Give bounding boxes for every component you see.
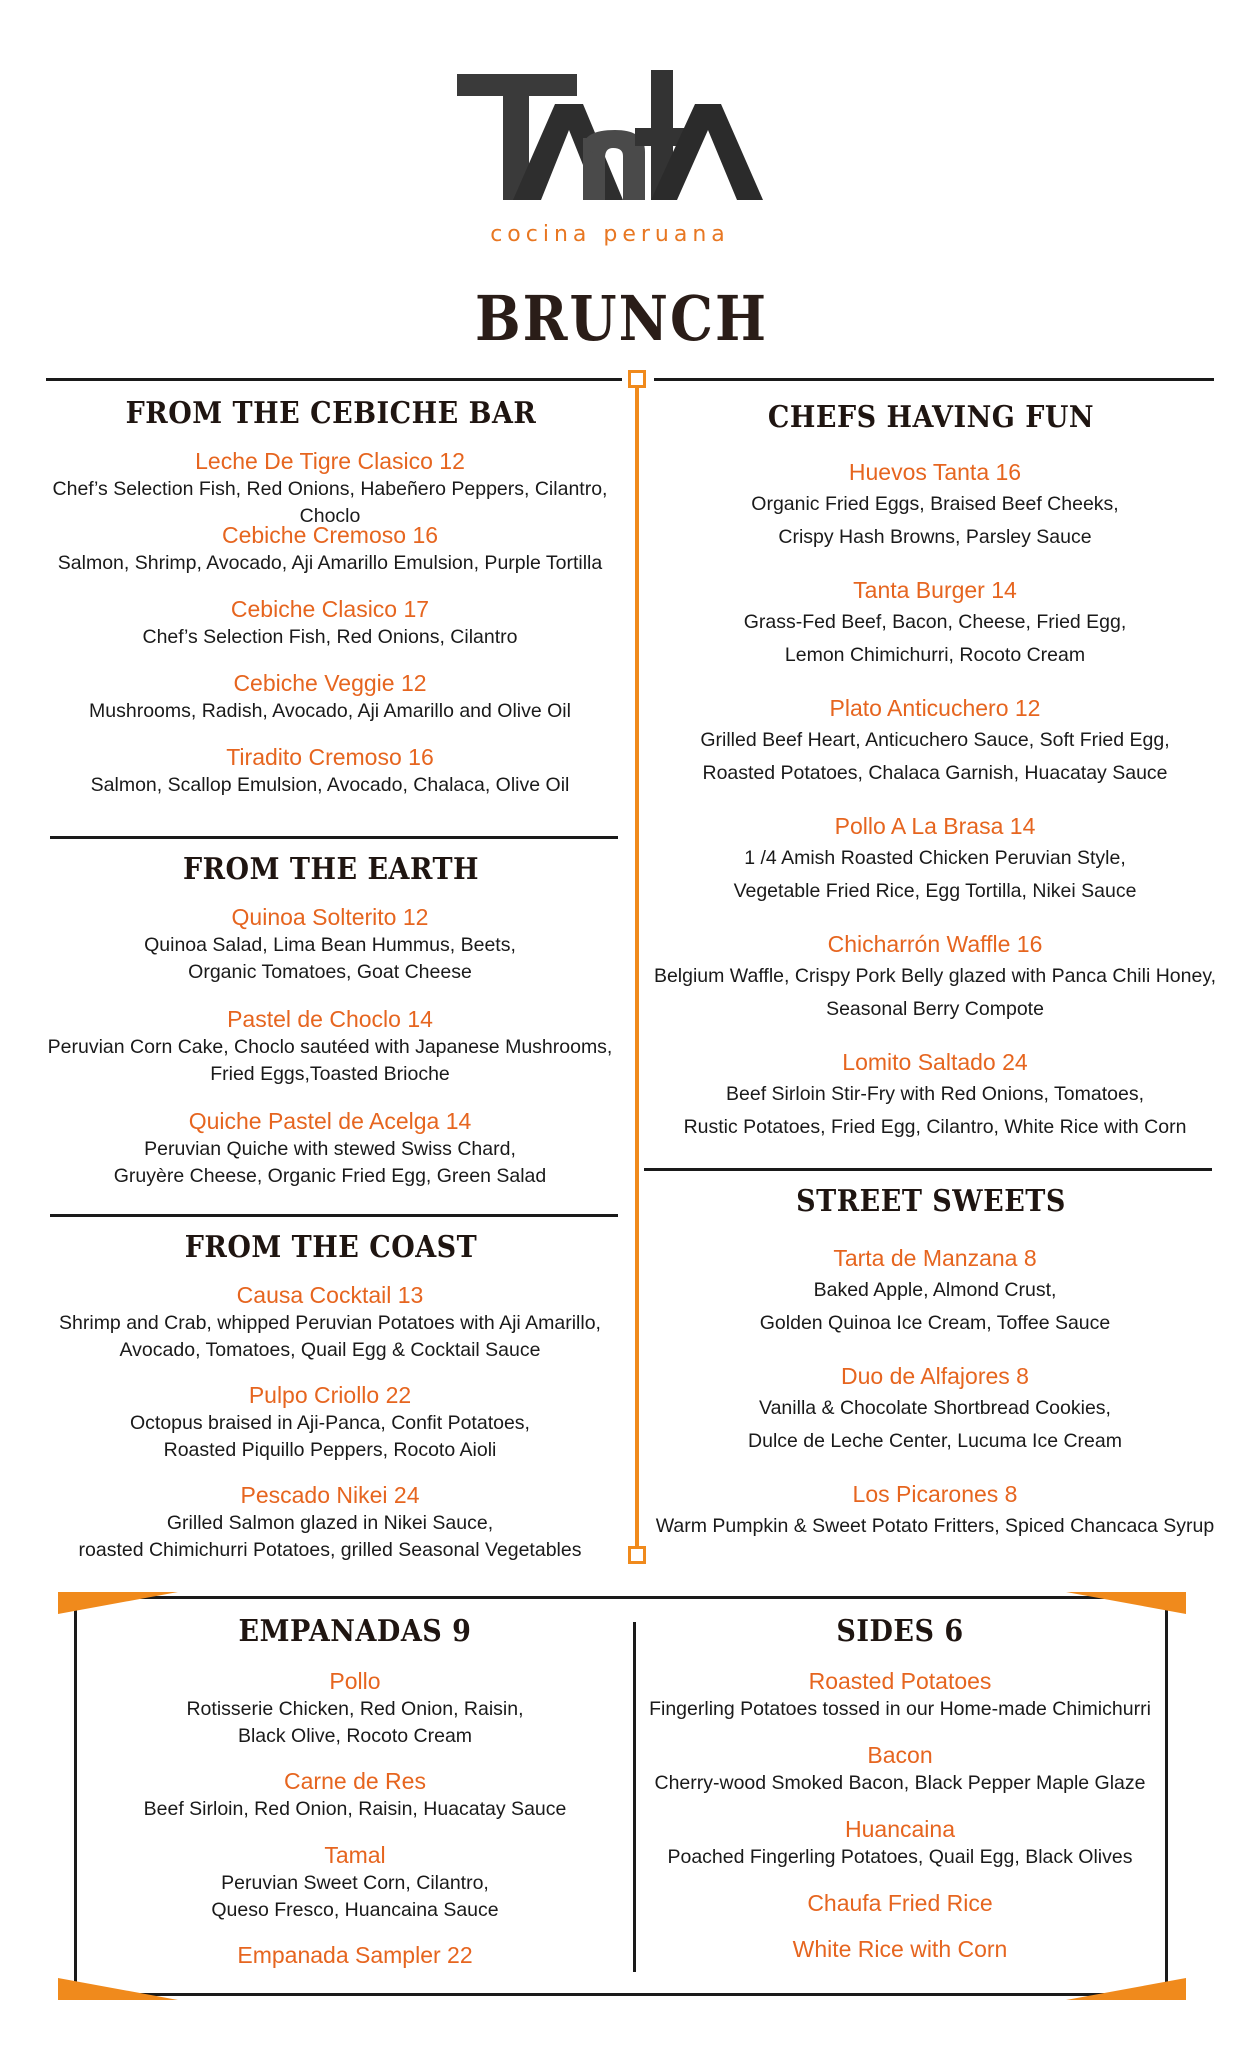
item-name: Lomito Saltado 24 xyxy=(842,1049,1028,1075)
item-description: Organic Fried Eggs, Braised Beef Cheeks, xyxy=(751,493,1119,515)
orange-corner-bottom-right xyxy=(1066,1978,1186,2000)
sides-list xyxy=(640,1666,1160,1974)
menu-item xyxy=(640,1666,1160,1740)
item-name: Chicharrón Waffle 16 xyxy=(827,931,1043,957)
item-description: Crispy Hash Browns, Parsley Sauce xyxy=(778,526,1092,548)
empanadas-list xyxy=(80,1666,630,1980)
menu-item xyxy=(640,1888,1160,1934)
item-name: Tamal xyxy=(324,1842,386,1868)
item-description: Quinoa Salad, Lima Bean Hummus, Beets, xyxy=(144,934,516,956)
item-description: 1 /4 Amish Roasted Chicken Peruvian Style, xyxy=(744,847,1126,869)
item-name: Chaufa Fried Rice xyxy=(807,1890,993,1916)
item-description: Vanilla & Chocolate Shortbread Cookies, xyxy=(759,1397,1111,1419)
section-title-cebiche-bar: FROM THE CEBICHE BAR xyxy=(125,396,537,431)
menu-item xyxy=(640,1478,1230,1558)
item-name: Cebiche Clasico 17 xyxy=(230,596,430,622)
menu-item xyxy=(30,520,630,594)
menu-item xyxy=(80,1840,630,1940)
logo-tagline: cocina peruana xyxy=(490,222,730,247)
item-name: Plato Anticuchero 12 xyxy=(829,695,1041,721)
item-description: Poached Fingerling Potatoes, Quail Egg, Black Olives xyxy=(667,1846,1133,1868)
menu-item xyxy=(30,668,630,742)
item-name: Quinoa Solterito 12 xyxy=(231,904,429,930)
item-name: Carne de Res xyxy=(284,1768,426,1794)
item-name: Cebiche Veggie 12 xyxy=(233,670,427,696)
item-name: Duo de Alfajores 8 xyxy=(841,1363,1029,1389)
menu-item xyxy=(640,1740,1160,1814)
item-description: Fingerling Potatoes tossed in our Home-made Chimichurri xyxy=(649,1698,1151,1720)
item-name: Tarta de Manzana 8 xyxy=(833,1245,1037,1271)
cebiche-bar-list xyxy=(30,446,630,816)
menu-item xyxy=(30,1106,630,1208)
item-name: Leche De Tigre Clasico 12 xyxy=(195,448,465,474)
item-name: Huancaina xyxy=(845,1816,955,1842)
item-name: Quiche Pastel de Acelga 14 xyxy=(188,1108,472,1134)
item-description: Lemon Chimichurri, Rocoto Cream xyxy=(784,644,1086,666)
menu-item xyxy=(640,1934,1160,1974)
menu-item xyxy=(640,928,1230,1046)
orange-corner-top-right xyxy=(1066,1592,1186,1614)
item-description: Warm Pumpkin & Sweet Potato Fritters, Spiced Chancaca Syrup xyxy=(655,1515,1215,1537)
item-name: Bacon xyxy=(867,1742,933,1768)
item-name: Pescado Nikei 24 xyxy=(240,1482,420,1508)
top-center-square xyxy=(628,370,646,388)
item-description: Peruvian Quiche with stewed Swiss Chard, xyxy=(144,1138,516,1160)
item-description: Shrimp and Crab, whipped Peruvian Potatoes with Aji Amarillo, xyxy=(59,1312,601,1334)
tanta-logo-mark xyxy=(455,68,765,208)
item-name: Empanada Sampler 22 xyxy=(237,1942,473,1968)
item-name: White Rice with Corn xyxy=(792,1936,1008,1962)
item-description: roasted Chimichurri Potatoes, grilled Seasonal Vegetables xyxy=(78,1539,582,1561)
menu-item xyxy=(30,446,630,527)
item-description: Seasonal Berry Compote xyxy=(826,998,1044,1020)
menu-item xyxy=(30,902,630,1004)
item-name: Los Picarones 8 xyxy=(852,1481,1018,1507)
item-description: Gruyère Cheese, Organic Fried Egg, Green Salad xyxy=(113,1165,547,1187)
item-description: Peruvian Sweet Corn, Cilantro, xyxy=(221,1872,489,1894)
item-description: Mushrooms, Radish, Avocado, Aji Amarillo and Olive Oil xyxy=(89,700,571,722)
rule-earth xyxy=(50,836,618,839)
section-title-chefs: CHEFS HAVING FUN xyxy=(767,400,1095,435)
item-name: Pastel de Choclo 14 xyxy=(227,1006,433,1032)
item-name: Roasted Potatoes xyxy=(808,1668,992,1694)
menu-item xyxy=(640,1814,1160,1888)
item-description: Organic Tomatoes, Goat Cheese xyxy=(188,961,472,983)
item-description: Baked Apple, Almond Crust, xyxy=(813,1279,1057,1301)
item-name: Tiradito Cremoso 16 xyxy=(226,744,434,770)
menu-item xyxy=(640,1046,1230,1164)
item-description: Chef’s Selection Fish, Red Onions, Habeñero Peppers, Cilantro, Choclo xyxy=(52,478,608,527)
item-description: Grass-Fed Beef, Bacon, Cheese, Fried Egg, xyxy=(743,611,1127,633)
item-description: Beef Sirloin Stir-Fry with Red Onions, Tomatoes, xyxy=(726,1083,1144,1105)
menu-item xyxy=(640,810,1230,928)
item-name: Pollo xyxy=(329,1668,381,1694)
menu-item xyxy=(640,692,1230,810)
item-description: Grilled Salmon glazed in Nikei Sauce, xyxy=(166,1512,494,1534)
item-description: Dulce de Leche Center, Lucuma Ice Cream xyxy=(748,1430,1122,1452)
center-orange-divider xyxy=(635,388,639,1546)
item-description: Queso Fresco, Huancaina Sauce xyxy=(211,1899,499,1921)
menu-item xyxy=(30,1380,630,1480)
item-description: Rustic Potatoes, Fried Egg, Cilantro, White Rice with Corn xyxy=(683,1116,1187,1138)
rule-coast xyxy=(50,1214,618,1217)
tanta-logo xyxy=(455,68,765,208)
item-description: Chef’s Selection Fish, Red Onions, Cilantro xyxy=(142,626,518,648)
item-name: Pollo A La Brasa 14 xyxy=(834,813,1036,839)
menu-item xyxy=(30,594,630,668)
item-description: Vegetable Fried Rice, Egg Tortilla, Nikei Sauce xyxy=(733,880,1137,902)
menu-item xyxy=(80,1940,630,1980)
menu-item xyxy=(640,1242,1230,1360)
item-description: Grilled Beef Heart, Anticuchero Sauce, Soft Fried Egg, xyxy=(700,729,1170,751)
item-description: Roasted Potatoes, Chalaca Garnish, Huacatay Sauce xyxy=(702,762,1168,784)
item-description: Salmon, Scallop Emulsion, Avocado, Chalaca, Olive Oil xyxy=(90,774,570,796)
menu-item xyxy=(30,742,630,816)
orange-corner-top-left xyxy=(58,1592,178,1614)
section-title-earth: FROM THE EARTH xyxy=(182,852,480,887)
item-description: Golden Quinoa Ice Cream, Toffee Sauce xyxy=(759,1312,1111,1334)
item-description: Beef Sirloin, Red Onion, Raisin, Huacatay Sauce xyxy=(143,1798,567,1820)
top-rule-right xyxy=(654,378,1214,381)
earth-list xyxy=(30,902,630,1208)
item-description: Avocado, Tomatoes, Quail Egg & Cocktail Sauce xyxy=(119,1339,541,1361)
menu-item xyxy=(30,1280,630,1380)
item-description: Fried Eggs,Toasted Brioche xyxy=(210,1063,450,1085)
item-name: Causa Cocktail 13 xyxy=(236,1282,424,1308)
item-description: Rotisserie Chicken, Red Onion, Raisin, xyxy=(186,1698,524,1720)
section-title-empanadas: EMPANADAS 9 xyxy=(238,1614,472,1649)
item-name: Huevos Tanta 16 xyxy=(848,459,1022,485)
item-description: Roasted Piquillo Peppers, Rocoto Aioli xyxy=(163,1439,497,1461)
menu-item xyxy=(640,1360,1230,1478)
menu-item xyxy=(640,574,1230,692)
item-description: Salmon, Shrimp, Avocado, Aji Amarillo Emulsion, Purple Tortilla xyxy=(57,552,603,574)
menu-item xyxy=(30,1480,630,1580)
menu-item xyxy=(80,1666,630,1766)
rule-sweets xyxy=(644,1168,1212,1171)
item-description: Belgium Waffle, Crispy Pork Belly glazed with Panca Chili Honey, xyxy=(653,965,1217,987)
sweets-list xyxy=(640,1242,1230,1558)
top-rule-left xyxy=(46,378,622,381)
section-title-sides: SIDES 6 xyxy=(836,1614,964,1649)
menu-item xyxy=(80,1766,630,1840)
orange-corner-bottom-left xyxy=(58,1978,178,2000)
section-title-sweets: STREET SWEETS xyxy=(796,1184,1066,1219)
menu-item xyxy=(30,1004,630,1106)
section-title-coast: FROM THE COAST xyxy=(184,1230,478,1265)
menu-item xyxy=(640,456,1230,574)
item-name: Tanta Burger 14 xyxy=(853,577,1017,603)
coast-list xyxy=(30,1280,630,1580)
bottom-box-divider xyxy=(633,1622,636,1972)
chefs-list xyxy=(640,456,1230,1164)
menu-title: BRUNCH xyxy=(475,281,768,355)
item-description: Octopus braised in Aji-Panca, Confit Potatoes, xyxy=(130,1412,530,1434)
item-name: Cebiche Cremoso 16 xyxy=(221,522,439,548)
item-description: Peruvian Corn Cake, Choclo sautéed with Japanese Mushrooms, xyxy=(47,1036,613,1058)
item-description: Black Olive, Rocoto Cream xyxy=(237,1725,473,1747)
item-name: Pulpo Criollo 22 xyxy=(248,1382,412,1408)
item-description: Cherry-wood Smoked Bacon, Black Pepper Maple Glaze xyxy=(654,1772,1146,1794)
